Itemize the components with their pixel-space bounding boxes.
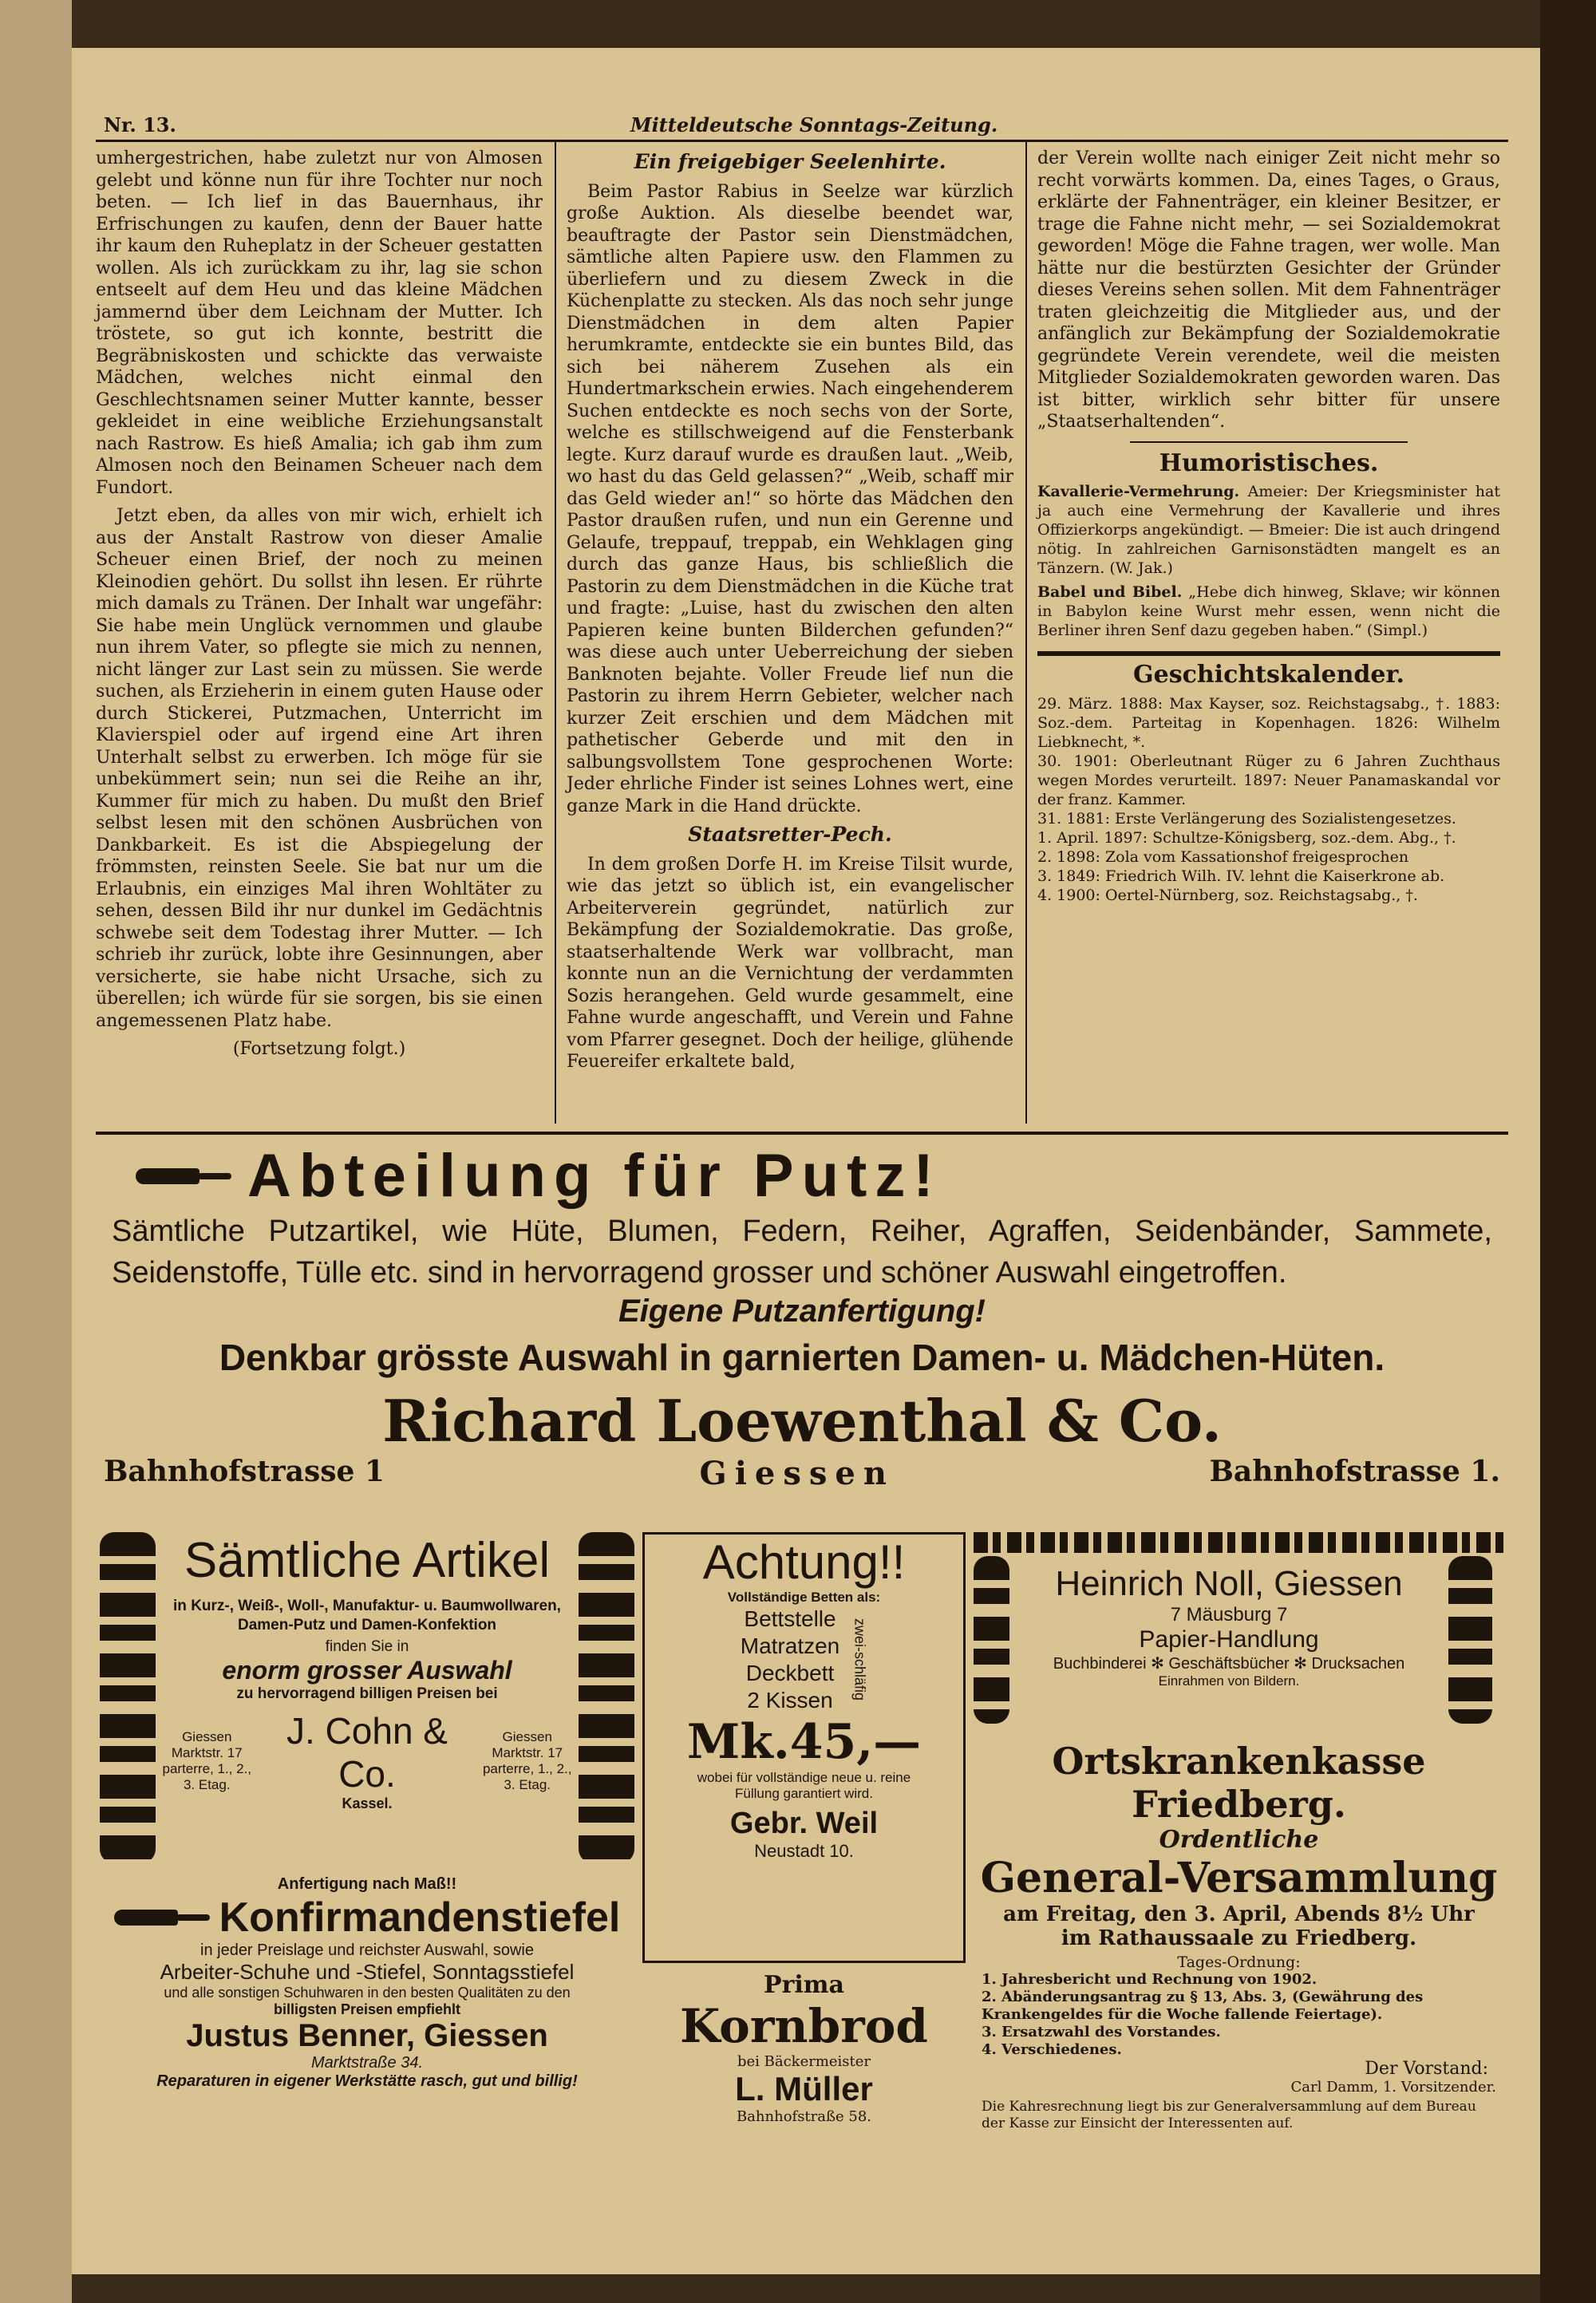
noll-ad <box>974 1532 1504 1732</box>
kasse-chair: Carl Damm, 1. Vorsitzender. <box>1290 2079 1496 2096</box>
header-rule <box>96 140 1508 142</box>
weil-items-row <box>645 1606 963 1714</box>
cohn-right-place: Giessen <box>502 1728 552 1744</box>
agenda-item: 3. Ersatzwahl des Vorstandes. <box>982 2024 1221 2040</box>
column-divider <box>555 142 556 1124</box>
cohn-right-addr: Marktstr. 17 parterre, 1., 2., 3. Etag. <box>482 1744 572 1792</box>
noll-address: 7 Mäusburg 7 <box>1170 1604 1288 1626</box>
pointing-hand-icon <box>114 1902 210 1934</box>
kasse-board: Der Vorstand: <box>1365 2059 1488 2079</box>
newspaper-page <box>72 48 1540 2274</box>
putz-headline: Abteilung für Putz! <box>247 1142 942 1210</box>
kasse-when: am Freitag, den 3. April, Abends 8½ Uhr <box>1003 1902 1475 1926</box>
weil-item: 2 Kissen <box>747 1688 833 1712</box>
joke-source: (Simpl.) <box>1366 622 1428 639</box>
kasse-ad <box>974 1740 1504 2139</box>
section-rule <box>1130 441 1408 443</box>
article-title: Ein freigebiger Seelenhirte. <box>634 150 946 173</box>
calendar-list <box>1037 694 1500 905</box>
joke <box>1037 482 1500 578</box>
putz-city: Giessen <box>699 1455 895 1492</box>
cohn-right-address <box>480 1729 575 1793</box>
weil-guarantee: wobei für vollständige neue u. reine Füllung garantiert wird. <box>697 1770 911 1801</box>
kasse-agenda-title: Tages-Ordnung: <box>1177 1953 1301 1971</box>
cohn-left-address <box>160 1729 255 1793</box>
agenda-item: 1. Jahresbericht und Rechnung von 1902. <box>982 1971 1317 1988</box>
weil-item: Deckbett <box>745 1661 835 1685</box>
weil-ad <box>642 1532 966 1963</box>
cohn-company: J. Cohn & Co. <box>286 1710 448 1795</box>
noll-services: Buchbinderei ✻ Geschäftsbücher ✻ Drucksachen <box>1053 1655 1405 1673</box>
cohn-company-row <box>160 1709 575 1812</box>
article-body: In dem großen Dorfe H. im Kreise Tilsit wurde, wie das jetzt so üblich ist, ein evangelischer Arbeiterverein gegründet, natürlich zur Bekämpfung der Sozialdemokratie. Das große, staatserhaltende Werk war vollbracht, man konnte nun an die Vernichtung der verdammten Sozis herangehen. Geld wurde gesammelt, eine Fahne wurde angeschafft, und Verein und Fahne vom Pfarrer gesegnet. Doch der heilige, glühende Feuereifer erkaltete bald, <box>567 854 1013 1072</box>
benner-sub: in jeder Preislage und reichster Auswahl, sowie <box>200 1942 534 1959</box>
column-2 <box>567 148 1013 1080</box>
joke-title: Babel und Bibel. <box>1037 583 1183 601</box>
calendar-entry: 4. 1900: Oertel-Nürnberg, soz. Reichstagsabg., †. <box>1037 886 1418 904</box>
cohn-left-addr: Marktstr. 17 parterre, 1., 2., 3. Etag. <box>162 1744 252 1792</box>
agenda-item: 4. Verschiedenes. <box>982 2041 1122 2058</box>
cohn-city: Kassel. <box>342 1795 393 1811</box>
benner-headline-row <box>100 1894 634 1942</box>
column-divider <box>1025 142 1027 1124</box>
weil-sub: Vollständige Betten als: <box>727 1590 881 1605</box>
putz-ad <box>96 1141 1508 1516</box>
joke-source: (W. Jak.) <box>1109 559 1173 577</box>
kasse-title: Ortskrankenkasse Friedberg. <box>1052 1740 1426 1826</box>
calendar-entry: 29. März. 1888: Max Kayser, soz. Reichstagsabg., †. 1883: Soz.-dem. Parteitag in Kopenhagen. 1826: Wilhelm Liebknecht, *. <box>1037 694 1500 751</box>
putz-own-production: Eigene Putzanfertigung! <box>618 1294 986 1329</box>
putz-description: Sämtliche Putzartikel, wie Hüte, Blumen, Federn, Reiher, Agraffen, Seidenbänder, Sammete, Seidenstoffe, Tülle etc. sind in hervorragend grosser und schöner Auswahl eingetroffen. <box>112 1215 1492 1290</box>
cohn-prices: zu hervorragend billigen Preisen bei <box>236 1685 498 1702</box>
weil-headline: Achtung!! <box>702 1535 906 1589</box>
benner-bottom: Reparaturen in eigener Werkstätte rasch, gut und billig! <box>156 2072 578 2090</box>
weil-item: Matratzen <box>740 1633 840 1658</box>
noll-business: Papier-Handlung <box>1139 1626 1319 1653</box>
paper-title: Mitteldeutsche Sonntags-Zeitung. <box>630 113 998 136</box>
mueller-name: L. Müller <box>735 2070 873 2107</box>
putz-company: Richard Loewenthal & Co. <box>382 1387 1222 1455</box>
mueller-product: Kornbrod <box>680 1999 928 2053</box>
weil-address: Neustadt 10. <box>754 1841 854 1861</box>
cohn-slogan: enorm grosser Auswahl <box>222 1656 512 1685</box>
ornament-left <box>974 1556 1009 1724</box>
putz-address-right: Bahnhofstrasse 1. <box>1209 1455 1500 1488</box>
weil-price: Mk.45,— <box>686 1714 922 1770</box>
section-title: Geschichtskalender. <box>1133 661 1404 689</box>
calendar-entry: 2. 1898: Zola vom Kassationshof freigesprochen <box>1037 847 1409 866</box>
cohn-found: finden Sie in <box>325 1638 409 1655</box>
benner-line3: billigsten Preisen empfiehlt <box>273 2001 461 2017</box>
weil-side: zwei-schläfig <box>851 1618 868 1701</box>
cohn-left-place: Giessen <box>182 1728 232 1744</box>
kasse-note: Die Kahresrechnung liegt bis zur Generalversammlung auf dem Bureau der Kasse zur Einsicht der Interessenten auf. <box>982 2099 1476 2131</box>
ornament-right <box>1448 1556 1492 1724</box>
weil-items <box>741 1606 840 1714</box>
ornament-top <box>974 1532 1504 1553</box>
pointing-hand-icon <box>136 1160 231 1192</box>
article-title: Staatsretter-Pech. <box>688 823 892 846</box>
noll-content <box>1013 1564 1444 1689</box>
putz-address-left: Bahnhofstrasse 1 <box>104 1455 385 1488</box>
benner-address: Marktstraße 34. <box>310 2054 424 2072</box>
weil-item: Bettstelle <box>744 1606 836 1631</box>
cohn-company-block <box>255 1709 480 1812</box>
calendar-entry: 1. April. 1897: Schultze-Königsberg, soz.-dem. Abg., †. <box>1037 828 1456 847</box>
article-body: der Verein wollte nach einiger Zeit nicht mehr so recht vorwärts kommen. Da, eines Tages, o Graus, erklärte der Fahnenträger, ein kleiner Besitzer, er trage die Fahne nicht mehr, — sei Sozialdemokrat geworden! Möge die Fahne tragen, wer wolle. Man hätte nur die bestürzten Gesichter der Gründer dieses Vereins sehen sollen. Mit dem Fahnenträger traten gleichzeitig die Mitglieder aus, und der anfänglich zur Bekämpfung der Sozialdemokratie gegründete Verein verendete, weil die meisten Mitglieder Sozialdemokraten geworden waren. Das ist bitter, wirklich sehr bitter für unsere „Staatserhaltenden“. <box>1037 148 1500 432</box>
benner-line2: und alle sonstigen Schuhwaren in den besten Qualitäten zu den <box>164 1985 571 2001</box>
mueller-ad <box>642 1971 966 2139</box>
weil-company: Gebr. Weil <box>729 1807 879 1840</box>
joke <box>1037 583 1500 640</box>
benner-top: Anfertigung nach Maß!! <box>277 1875 457 1893</box>
column-3 <box>1037 148 1500 905</box>
agenda-item: 2. Abänderungsantrag zu § 13, Abs. 3, (Gewährung des Krankengeldes für die Woche fallende Feiertage). <box>982 1989 1424 2023</box>
putz-address-row <box>96 1455 1508 1492</box>
section-rule <box>1037 651 1500 656</box>
continuation-note: (Fortsetzung folgt.) <box>232 1039 406 1059</box>
cohn-content <box>160 1532 575 1812</box>
page-edge <box>1540 0 1596 2303</box>
article-body: Beim Pastor Rabius in Seelze war kürzlich große Auktion. Als dieselbe beendet war, beauftragte der Pastor sein Dienstmädchen, sämtliche alten Papiere usw. den Flammen zu überliefern und zu diesem Zweck in die Küchenplatte zu stecken. Als das noch sehr junge Dienstmädchen in dem alten Papier herumkramte, entdeckte sie ein buntes Bild, das sich bei näherem Zusehen als ein Hundertmarkschein erwies. Nach eingehenderem Suchen entdeckte es noch sechs von der Sorte, welche es stillschweigend auf die Fensterbank legte. Kurz darauf wurde es draußen laut. „Weib, wo hast du das Geld gelassen?“ „Weib, schaff mir das Geld wieder an!“ so hörte das Mädchen den Pastor draußen rufen, und nun ein Gerenne und Gelaufe, treppauf, treppab, ein Wehklagen ging durch das ganze Haus, bis schließlich die Pastorin zu dem Dienstmädchen in die Küche trat und fragte: „Luise, hast du zwischen den alten Papieren keine bunten Bilderchen gefunden?“ was diese auch unter Ueberreichung der sieben Banknoten bejahte. Voller Freude lief nun die Pastorin zu ihrem Herrn Gebieter, welcher nach kurzer Zeit erschien und dem Mädchen mit pathetischer Geberde und mit den in salbungsvollstem Tone gesprochenen Worte: Jeder ehrliche Finder ist seines Lohnes wert, eine ganze Mark in die Hand drückte. <box>567 181 1013 816</box>
column-1 <box>96 148 543 1061</box>
cohn-body: in Kurz-, Weiß-, Woll-, Manufaktur- u. Baumwollwaren, Damen-Putz und Damen-Konfektion <box>173 1598 561 1633</box>
issue-number: Nr. 13. <box>104 113 176 136</box>
benner-company: Justus Benner, Giessen <box>186 2018 548 2053</box>
mueller-address: Bahnhofstraße 58. <box>736 2108 872 2125</box>
cohn-headline: Sämtliche Artikel <box>184 1533 551 1588</box>
calendar-entry: 30. 1901: Oberleutnant Rüger zu 6 Jahren Zuchthaus wegen Mordes verurteilt. 1897: Neuer Panamaskandal vor der franz. Kammer. <box>1037 752 1500 808</box>
ad-rule <box>96 1132 1508 1135</box>
story-paragraph: umhergestrichen, habe zuletzt nur von Almosen gelebt und könne nun für ihre Tochter nur noch beten. — Ich lief in das Bauernhaus, ihr Erfrischungen zu kaufen, denn der Bauer hatte ihr kaum den Ruheplatz in der Scheuer gestatten wollen. Als ich zurückkam zu ihr, lag sie schon entseelt auf dem Heu und das kleine Mädchen jammernd über dem Leichnam der Mutter. Ich tröstete, so gut ich konnte, bestritt die Begräbniskosten und schickte das verwaiste Mädchen, welches nicht einmal den Geschlechtsnamen seiner Mutter kannte, besser gekleidet in eine weibliche Erziehungsanstalt nach Rastrow. Es hieß Amalia; ich gab ihm zum Almosen noch den Beinamen Scheuer nach dem Fundort. <box>96 148 543 498</box>
ornament-left <box>100 1532 156 1863</box>
benner-line: Arbeiter-Schuhe und -Stiefel, Sonntagsstiefel <box>160 1960 575 1984</box>
cohn-ad <box>100 1532 634 1863</box>
kasse-sub: Ordentliche <box>1159 1826 1319 1854</box>
joke-title: Kavallerie-Vermehrung. <box>1037 483 1240 500</box>
noll-name: Heinrich Noll, Giessen <box>1055 1564 1403 1603</box>
kasse-agenda <box>974 1971 1504 2059</box>
kasse-headline: General-Versammlung <box>980 1854 1498 1902</box>
ornament-right <box>579 1532 634 1863</box>
benner-ad <box>100 1875 634 2139</box>
joke-body: Ameier: Der Kriegsminister hat ja auch eine Vermehrung der Kavallerie und ihres Offizierkorps angekündigt. — Bmeier: Die ist auch dringend nötig. In zahlreichen Garnisonstädten mangelt es an Tänzern. <box>1037 483 1501 577</box>
section-title: Humoristisches. <box>1159 448 1379 477</box>
joke-body: „Hebe dich hinweg, Sklave; wir können in Babylon keine Wurst mehr essen, wenn nicht die Berliner ihren Senf dazu gegeben haben.“ <box>1037 583 1501 639</box>
page-binding <box>0 0 72 2303</box>
putz-headline-row <box>96 1141 1508 1211</box>
calendar-entry: 31. 1881: Erste Verlängerung des Sozialistengesetzes. <box>1037 809 1456 828</box>
kasse-where: im Rathaussaale zu Friedberg. <box>1061 1926 1417 1950</box>
calendar-entry: 3. 1849: Friedrich Wilh. IV. lehnt die Kaiserkrone ab. <box>1037 867 1445 885</box>
story-paragraph: Jetzt eben, da alles von mir wich, erhielt ich aus der Anstalt Rastrow von dieser Amalie Scheuer einen Brief, der noch zu meinen Kleinodien gehört. Du sollst ihn lesen. Er rührte mich damals zu Tränen. Der Inhalt war ungefähr: Sie habe mein Unglück vernommen und glaube nun ihrem Vater, so pflegte sie mich zu nennen, nicht länger zur Last sein zu müssen. Sie werde suchen, als Erzieherin in einem guten Hause oder durch Stickerei, Putzmachen, Unterricht im Klavierspiel oder auf irgend eine Art ihren Unterhalt selbst zu erwerben. Ich möge für sie unbekümmert sein; nun sei die Reihe an ihr, Kummer für mich zu haben. Du mußt den Brief selbst lesen mit den schönen Ausbrüchen von Dankbarkeit. Es ist die Abspiegelung der frömmsten, reinsten Seele. Sie bat nur um die Erlaubnis, ein einziges Mal ihren Wohltäter zu sehen, dessen Bild ihr nur dunkel im Gedächtnis schwebe seit dem Todestag ihrer Mutter. — Ich schrieb ihr zurück, lobte ihre Gesinnungen, aber versicherte, sie habe nicht Ursache, sich zu überellen; ich würde für sie sorgen, bis sie einen angemessenen Platz habe. <box>96 506 543 1031</box>
noll-framing: Einrahmen von Bildern. <box>1158 1673 1300 1689</box>
benner-headline: Konfirmandenstiefel <box>219 1894 621 1941</box>
mueller-by: bei Bäckermeister <box>737 2053 871 2070</box>
mueller-top: Prima <box>764 1971 844 1999</box>
putz-selection: Denkbar grösste Auswahl in garnierten Damen- u. Mädchen-Hüten. <box>219 1337 1385 1378</box>
